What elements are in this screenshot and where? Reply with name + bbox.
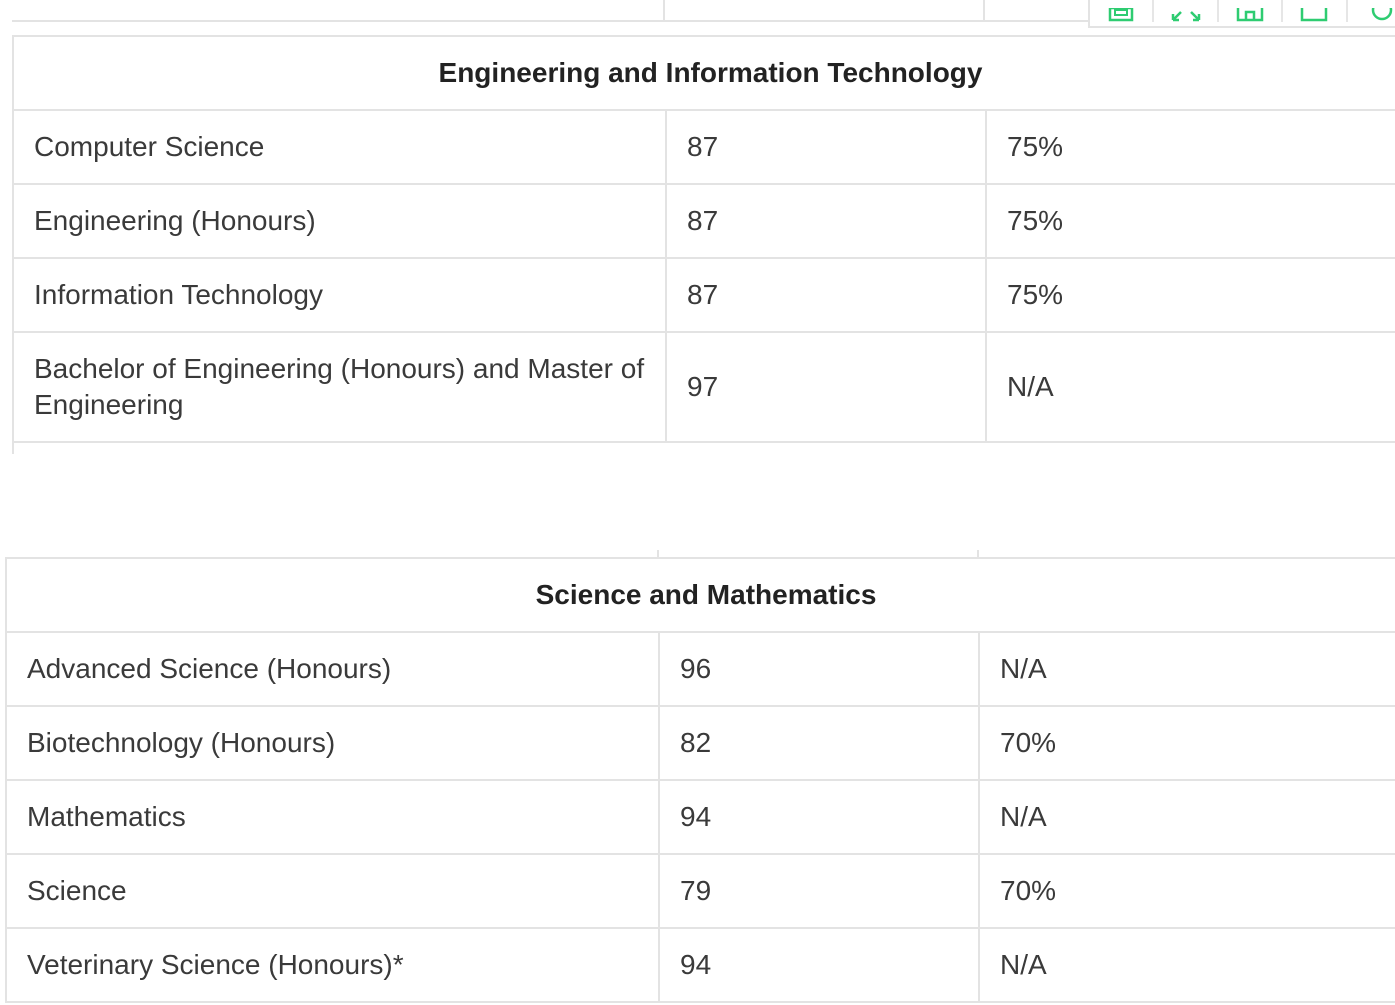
percent-value: 70% (979, 706, 1395, 780)
table-row (13, 258, 1395, 332)
course-name: Engineering (Honours) (13, 184, 666, 258)
table-row (13, 184, 1395, 258)
score-value: 97 (666, 332, 986, 442)
table-row (6, 780, 1395, 854)
score-value: 82 (659, 706, 979, 780)
course-name: Bachelor of Engineering (Honours) and Master of Engineering (13, 332, 666, 442)
home-button[interactable] (1219, 0, 1283, 22)
settings-icon (1364, 8, 1394, 22)
table-row (6, 854, 1395, 928)
table-row (13, 110, 1395, 184)
table-toolbar (1088, 0, 1395, 28)
score-value: 94 (659, 780, 979, 854)
percent-value: N/A (986, 332, 1395, 442)
table-heading: Engineering and Information Technology (13, 36, 1395, 110)
table-left-edge (12, 440, 14, 454)
course-name: Advanced Science (Honours) (6, 632, 659, 706)
score-value: 87 (666, 258, 986, 332)
save-icon (1108, 8, 1134, 22)
score-value: 87 (666, 110, 986, 184)
settings-button[interactable] (1348, 0, 1395, 22)
score-value: 94 (659, 928, 979, 1002)
course-name: Science (6, 854, 659, 928)
course-name: Computer Science (13, 110, 666, 184)
course-name: Information Technology (13, 258, 666, 332)
course-name: Mathematics (6, 780, 659, 854)
table-row (13, 332, 1395, 442)
table-row (6, 632, 1395, 706)
expand-button[interactable] (1154, 0, 1218, 22)
percent-value: 70% (979, 854, 1395, 928)
percent-value: N/A (979, 928, 1395, 1002)
expand-icon (1171, 8, 1201, 22)
score-value: 96 (659, 632, 979, 706)
percent-value: N/A (979, 632, 1395, 706)
table-heading: Science and Mathematics (6, 558, 1395, 632)
percent-value: 75% (986, 110, 1395, 184)
course-name: Veterinary Science (Honours)* (6, 928, 659, 1002)
percent-value: 75% (986, 258, 1395, 332)
window-icon (1299, 8, 1329, 22)
percent-value: 75% (986, 184, 1395, 258)
score-value: 87 (666, 184, 986, 258)
prev-table-divider-2 (983, 0, 985, 22)
science-table (5, 557, 1395, 1003)
home-icon (1235, 8, 1265, 22)
window-button[interactable] (1283, 0, 1347, 22)
save-button[interactable] (1090, 0, 1154, 22)
score-value: 79 (659, 854, 979, 928)
table-row (6, 706, 1395, 780)
engineering-table (12, 35, 1395, 443)
prev-table-divider-1 (663, 0, 665, 22)
course-name: Biotechnology (Honours) (6, 706, 659, 780)
percent-value: N/A (979, 780, 1395, 854)
table-row (6, 928, 1395, 1002)
